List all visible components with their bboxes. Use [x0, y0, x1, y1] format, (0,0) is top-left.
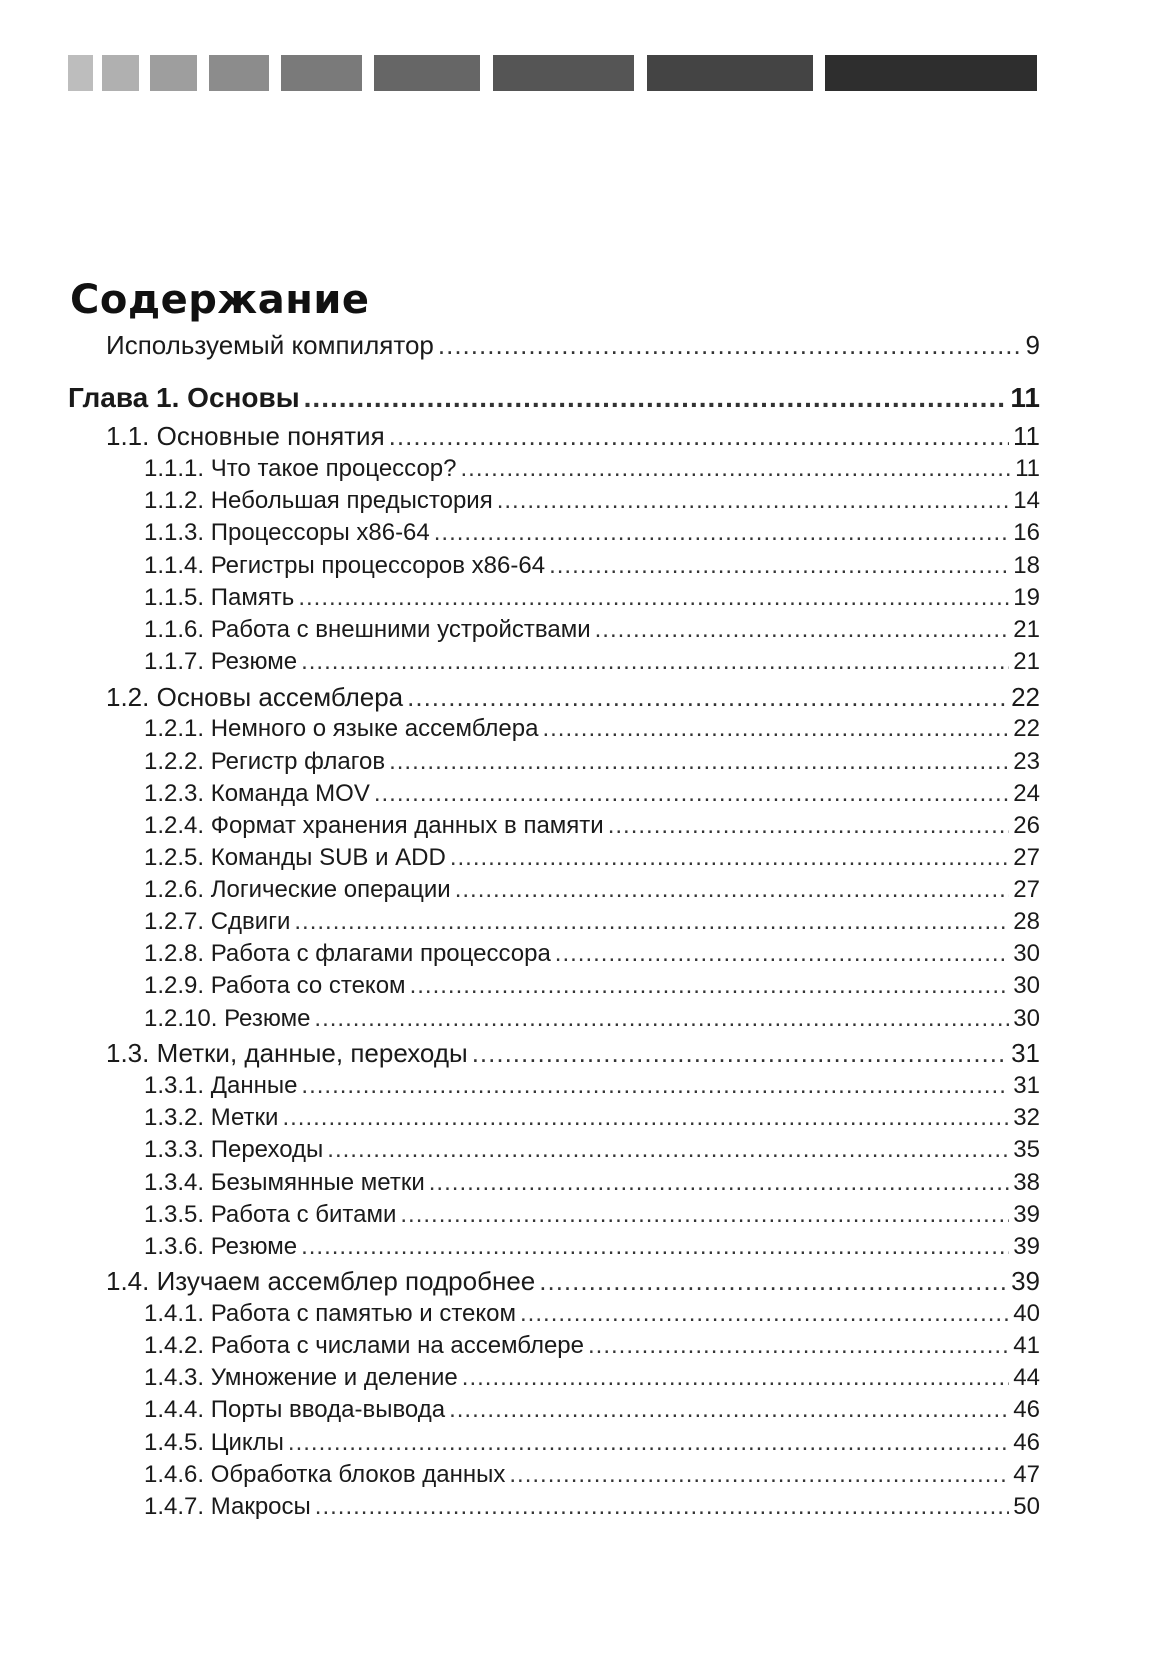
toc-entry-page-number: 11	[1015, 455, 1040, 482]
dot-leader	[520, 1297, 1009, 1331]
toc-entry-sub[interactable]	[144, 452, 1040, 486]
toc-entry-page-number: 47	[1013, 1461, 1040, 1488]
toc-entry-label: 1.1. Основные понятия	[106, 421, 385, 451]
toc-entry-label: 1.2.7. Сдвиги	[144, 908, 291, 935]
toc-entry-label: 1.2.6. Логические операции	[144, 876, 451, 903]
dot-leader	[282, 1101, 1009, 1135]
toc-entry-page-number: 46	[1013, 1396, 1040, 1423]
toc-entry-page-number: 31	[1011, 1038, 1040, 1068]
toc-entry-sub[interactable]	[144, 969, 1040, 1003]
toc-entry-section[interactable]	[106, 419, 1040, 453]
toc-entry-sub[interactable]	[144, 516, 1040, 550]
toc-entry-label: 1.4.7. Макросы	[144, 1493, 311, 1520]
toc-entry-label: 1.4.6. Обработка блоков данных	[144, 1461, 506, 1488]
toc-entry-label: 1.2.1. Немного о языке ассемблера	[144, 715, 539, 742]
toc-entry-label: 1.1.7. Резюме	[144, 648, 298, 675]
toc-entry-label: 1.2.2. Регистр флагов	[144, 748, 386, 775]
toc-entry-label: 1.3.3. Переходы	[144, 1136, 324, 1163]
dot-leader	[314, 1002, 1009, 1036]
dot-leader	[301, 1069, 1009, 1103]
toc-entry-page-number: 32	[1013, 1104, 1040, 1131]
dot-leader	[407, 680, 1007, 714]
toc-entry-label: 1.2.4. Формат хранения данных в памяти	[144, 812, 604, 839]
toc-entry-sub[interactable]	[144, 1101, 1040, 1135]
toc-entry-page-number: 40	[1013, 1300, 1040, 1327]
toc-entry-page-number: 11	[1013, 421, 1040, 451]
toc-entry-label: 1.3.6. Резюме	[144, 1233, 298, 1260]
dot-leader	[462, 1361, 1010, 1395]
dot-leader	[497, 484, 1010, 518]
toc-entry-page-number: 11	[1010, 382, 1040, 413]
toc-entry-sub[interactable]	[144, 1069, 1040, 1103]
toc-entry-label: 1.1.1. Что такое процессор?	[144, 455, 457, 482]
dot-leader	[294, 905, 1009, 939]
toc-entry-label: 1.3.1. Данные	[144, 1072, 298, 1099]
toc-entry-page-number: 35	[1013, 1136, 1040, 1163]
toc-entry-label: 1.4.2. Работа с числами на ассемблере	[144, 1332, 584, 1359]
toc-entry-label: 1.1.2. Небольшая предыстория	[144, 487, 493, 514]
dot-leader	[549, 549, 1009, 583]
toc-entry-page-number: 18	[1013, 552, 1040, 579]
toc-entry-page-number: 24	[1013, 780, 1040, 807]
toc-entry-page-number: 21	[1013, 616, 1040, 643]
toc-entry-page-number: 23	[1013, 748, 1040, 775]
toc-entry-sub[interactable]	[144, 712, 1040, 746]
dot-leader	[315, 1490, 1010, 1524]
toc-entry-sub[interactable]	[144, 484, 1040, 518]
dot-leader	[389, 745, 1009, 779]
toc-entry-page-number: 30	[1013, 972, 1040, 999]
toc-entry-sub[interactable]	[144, 581, 1040, 615]
toc-entry-sub[interactable]	[144, 1133, 1040, 1167]
toc-entry-label: 1.3.4. Безымянные метки	[144, 1169, 425, 1196]
toc-entry-page-number: 27	[1013, 876, 1040, 903]
toc-entry-page-number: 38	[1013, 1169, 1040, 1196]
toc-entry-page-number: 30	[1013, 1005, 1040, 1032]
toc-entry-section[interactable]	[106, 680, 1040, 714]
toc-entry-sub[interactable]	[144, 1458, 1040, 1492]
toc-entry-sub[interactable]	[144, 1002, 1040, 1036]
dot-leader	[434, 516, 1010, 550]
toc-entry-label: 1.2.5. Команды SUB и ADD	[144, 844, 446, 871]
dot-leader	[327, 1133, 1009, 1167]
toc-entry-sub[interactable]	[144, 1166, 1040, 1200]
toc-entry-sub[interactable]	[144, 745, 1040, 779]
toc-entry-page-number: 46	[1013, 1429, 1040, 1456]
toc-entry-label: 1.2.10. Резюме	[144, 1005, 311, 1032]
toc-entry-label: 1.4.5. Циклы	[144, 1429, 284, 1456]
dot-leader	[542, 712, 1009, 746]
page-title: Содержание	[70, 277, 370, 323]
toc-entry-label: 1.4.4. Порты ввода-вывода	[144, 1396, 446, 1423]
dot-leader	[595, 613, 1010, 647]
toc-entry-label: 1.3. Метки, данные, переходы	[106, 1038, 468, 1068]
toc-entry-page-number: 39	[1013, 1201, 1040, 1228]
dot-leader	[429, 1166, 1010, 1200]
dot-leader	[301, 1230, 1009, 1264]
toc-entry-sub[interactable]	[144, 777, 1040, 811]
dot-leader	[472, 1036, 1007, 1070]
toc-entry-page-number: 27	[1013, 844, 1040, 871]
dot-leader	[298, 581, 1009, 615]
dot-leader	[304, 381, 1007, 415]
dot-leader	[539, 1264, 1007, 1298]
toc-entry-sub[interactable]	[144, 905, 1040, 939]
toc-entry-intro[interactable]	[106, 328, 1040, 362]
toc-entry-page-number: 39	[1011, 1266, 1040, 1296]
toc-entry-section[interactable]	[106, 1036, 1040, 1070]
toc-entry-sub[interactable]	[144, 1393, 1040, 1427]
dot-leader	[588, 1329, 1009, 1363]
dot-leader	[455, 873, 1010, 907]
toc-entry-page-number: 30	[1013, 940, 1040, 967]
dot-leader	[288, 1426, 1009, 1460]
toc-entry-label: 1.2.3. Команда MOV	[144, 780, 370, 807]
toc-entry-chapter[interactable]	[68, 381, 1040, 415]
dot-leader	[301, 645, 1009, 679]
toc-entry-sub[interactable]	[144, 841, 1040, 875]
toc-entry-page-number: 41	[1013, 1332, 1040, 1359]
toc-entry-sub[interactable]	[144, 1361, 1040, 1395]
toc-entry-page-number: 26	[1013, 812, 1040, 839]
toc-entry-page-number: 16	[1013, 519, 1040, 546]
toc-entry-label: 1.4. Изучаем ассемблер подробнее	[106, 1266, 536, 1296]
toc-entry-label: 1.1.3. Процессоры x86-64	[144, 519, 430, 546]
toc-entry-label: 1.4.1. Работа с памятью и стеком	[144, 1300, 517, 1327]
toc-entry-label: 1.3.2. Метки	[144, 1104, 279, 1131]
toc-entry-sub[interactable]	[144, 1198, 1040, 1232]
toc-entry-page-number: 50	[1013, 1493, 1040, 1520]
dot-leader	[389, 419, 1009, 453]
toc-entry-sub[interactable]	[144, 1230, 1040, 1264]
dot-leader	[608, 809, 1010, 843]
toc-entry-sub[interactable]	[144, 645, 1040, 679]
toc-entry-page-number: 21	[1013, 648, 1040, 675]
dot-leader	[509, 1458, 1009, 1492]
dot-leader	[555, 937, 1010, 971]
toc-entry-label: 1.2.8. Работа с флагами процессора	[144, 940, 551, 967]
toc-entry-sub[interactable]	[144, 1329, 1040, 1363]
toc-entry-page-number: 39	[1013, 1233, 1040, 1260]
toc-entry-page-number: 14	[1013, 487, 1040, 514]
dot-leader	[438, 328, 1022, 362]
dot-leader	[400, 1198, 1009, 1232]
toc-entry-page-number: 19	[1013, 584, 1040, 611]
toc-entry-label: 1.4.3. Умножение и деление	[144, 1364, 458, 1391]
toc-entry-sub[interactable]	[144, 873, 1040, 907]
toc-entry-sub[interactable]	[144, 1297, 1040, 1331]
dot-leader	[450, 841, 1009, 875]
toc-entry-page-number: 9	[1025, 330, 1040, 360]
toc-entry-label: Используемый компилятор	[106, 330, 434, 360]
toc-entry-page-number: 31	[1013, 1072, 1040, 1099]
toc-entry-label: 1.1.4. Регистры процессоров x86-64	[144, 552, 546, 579]
toc-entry-page-number: 22	[1011, 682, 1040, 712]
toc-entry-sub[interactable]	[144, 549, 1040, 583]
dot-leader	[449, 1393, 1009, 1427]
toc-entry-label: 1.3.5. Работа с битами	[144, 1201, 397, 1228]
toc-entry-label: 1.2.9. Работа со стеком	[144, 972, 406, 999]
toc-entry-page-number: 28	[1013, 908, 1040, 935]
toc-entry-sub[interactable]	[144, 1490, 1040, 1524]
dot-leader	[374, 777, 1009, 811]
toc-entry-label: 1.2. Основы ассемблера	[106, 682, 404, 712]
dot-leader	[460, 452, 1011, 486]
toc-entry-label: 1.1.5. Память	[144, 584, 295, 611]
toc-entry-page-number: 44	[1013, 1364, 1040, 1391]
toc-entry-sub[interactable]	[144, 1426, 1040, 1460]
dot-leader	[410, 969, 1010, 1003]
toc-entry-section[interactable]	[106, 1264, 1040, 1298]
toc-entry-label: 1.1.6. Работа с внешними устройствами	[144, 616, 591, 643]
toc-entry-sub[interactable]	[144, 937, 1040, 971]
toc-entry-page-number: 22	[1013, 715, 1040, 742]
toc-entry-sub[interactable]	[144, 809, 1040, 843]
toc-entry-sub[interactable]	[144, 613, 1040, 647]
toc-entry-label: Глава 1. Основы	[68, 382, 300, 413]
